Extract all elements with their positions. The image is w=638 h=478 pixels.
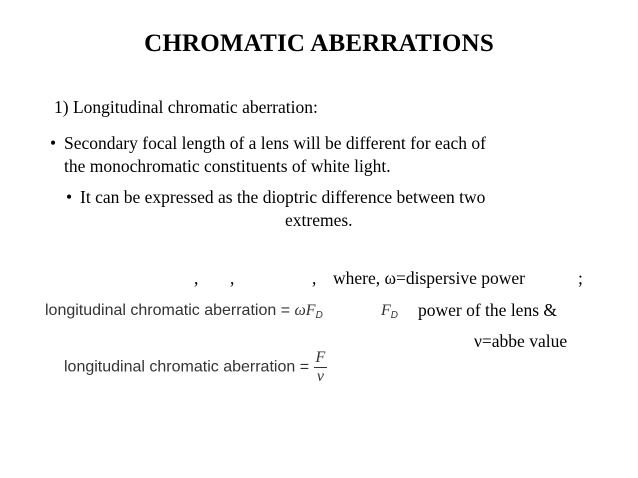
bullet-1-line-2: the monochromatic constituents of white light. <box>64 156 391 176</box>
formula-2 <box>64 349 327 386</box>
semicolon: ; <box>578 268 583 288</box>
formula-1-label: longitudinal chromatic aberration <box>45 302 277 319</box>
bullet-1-line-1: Secondary focal length of a lens will be different for each of <box>64 133 486 153</box>
focal-power-symbol: F <box>305 302 316 319</box>
bullet-2-marker: • <box>66 187 73 207</box>
abbe-value-text: ν=abbe value <box>474 331 568 351</box>
fraction-numerator: F <box>315 349 326 366</box>
formula-2-equals: = <box>299 358 310 376</box>
fd-symbol <box>381 302 398 321</box>
stray-comma-2: , <box>230 268 235 288</box>
stray-comma-1: , <box>194 268 199 288</box>
omega-symbol: ω <box>294 302 306 319</box>
fd-symbol-subscript: D <box>390 310 399 321</box>
formula-2-label: longitudinal chromatic aberration <box>64 358 296 376</box>
formula-1 <box>45 302 323 321</box>
formula-1-equals: = <box>280 302 291 319</box>
stray-comma-3: , <box>312 268 317 288</box>
fraction-denominator: v <box>316 368 324 385</box>
power-of-lens-text: power of the lens & <box>418 300 557 320</box>
focal-power-subscript: D <box>315 310 323 321</box>
dispersive-power-definition: where, ω=dispersive power <box>333 268 525 288</box>
slide-title: CHROMATIC ABERRATIONS <box>144 30 494 57</box>
bullet-2-line-1: It can be expressed as the dioptric difference between two <box>80 187 486 207</box>
bullet-1-marker: • <box>50 133 57 153</box>
fd-symbol-letter: F <box>381 302 391 319</box>
bullet-2-line-2: extremes. <box>285 210 353 230</box>
list-item-1: 1) Longitudinal chromatic aberration: <box>54 97 318 117</box>
formula-2-fraction <box>314 349 328 386</box>
